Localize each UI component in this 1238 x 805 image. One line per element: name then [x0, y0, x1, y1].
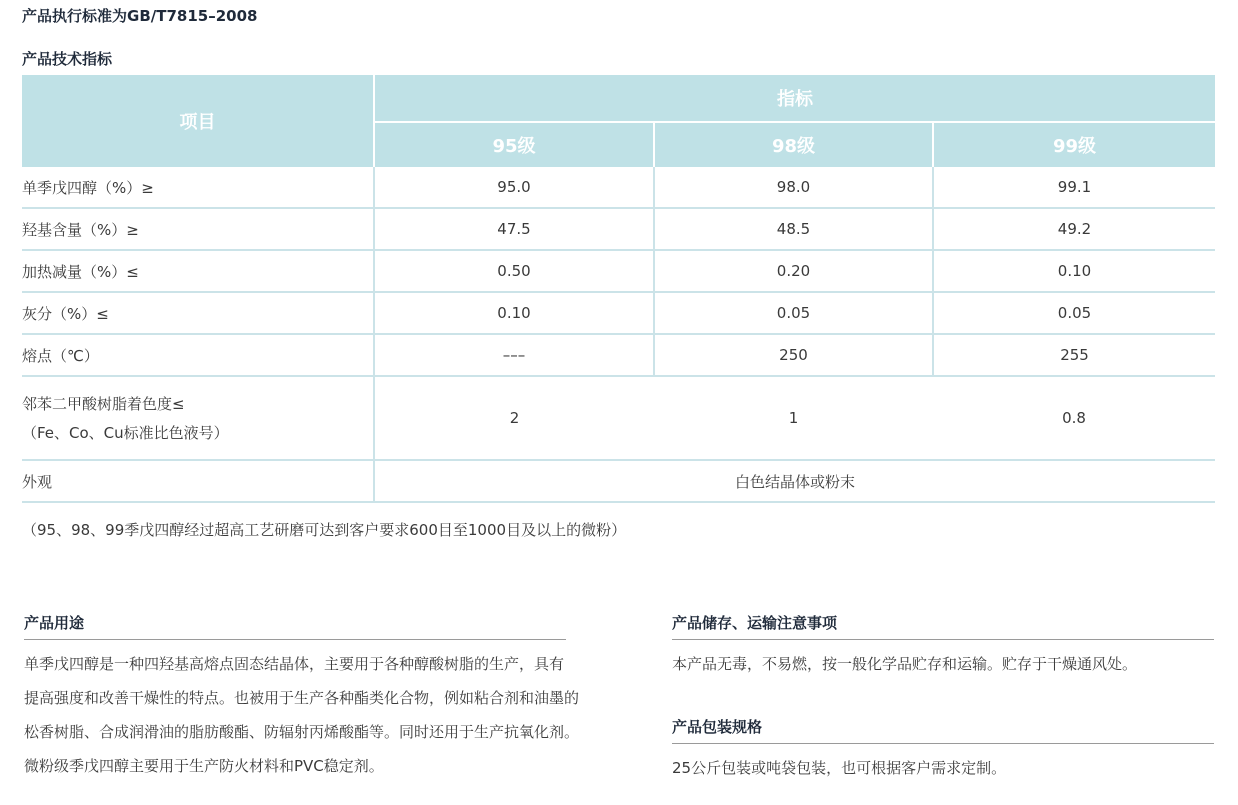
- usage-line: 提高强度和改善干燥性的特点。也被用于生产各种酯类化合物，例如粘合剂和油墨的: [24, 689, 580, 707]
- tech-spec-heading: 产品技术指标: [22, 50, 113, 68]
- row-label-appearance: 外观: [22, 460, 374, 502]
- cell-value: 0.50: [374, 250, 654, 292]
- usage-line: 微粉级季戊四醇主要用于生产防火材料和PVC稳定剂。: [24, 757, 384, 775]
- header-item: 项目: [22, 75, 374, 167]
- cell-value: 0.05: [933, 292, 1215, 334]
- header-grade-95: 95级: [374, 122, 654, 167]
- table-row: [22, 376, 1215, 460]
- row-label-line1: 邻苯二甲酸树脂着色度≤: [22, 395, 185, 413]
- cell-value: 47.5: [374, 208, 654, 250]
- cell-value: 2: [374, 376, 654, 460]
- cell-value: –––: [374, 334, 654, 376]
- cell-value: 0.10: [933, 250, 1215, 292]
- row-label: [22, 376, 374, 460]
- row-label: 加热减量（%）≤: [22, 250, 374, 292]
- spec-table: [22, 75, 1215, 503]
- packaging-text: 25公斤包装或吨袋包装，也可根据客户需求定制。: [672, 759, 1007, 777]
- table-row: [22, 334, 1215, 376]
- row-label: 单季戊四醇（%）≥: [22, 167, 374, 208]
- storage-paragraph: [672, 647, 1137, 681]
- cell-value: 250: [654, 334, 933, 376]
- cell-value: 99.1: [933, 167, 1215, 208]
- cell-value: 0.20: [654, 250, 933, 292]
- header-grade-98: 98级: [654, 122, 933, 167]
- row-label: 灰分（%）≤: [22, 292, 374, 334]
- header-index: 指标: [374, 75, 1215, 122]
- cell-value: 0.05: [654, 292, 933, 334]
- cell-value: 48.5: [654, 208, 933, 250]
- cell-value: 0.10: [374, 292, 654, 334]
- storage-title: 产品储存、运输注意事项: [672, 614, 838, 632]
- packaging-divider: [672, 743, 1214, 744]
- micropowder-note: （95、98、99季戊四醇经过超高工艺研磨可达到客户要求600目至1000目及以上的微粉）: [22, 521, 627, 539]
- cell-value: 98.0: [654, 167, 933, 208]
- row-label: 羟基含量（%）≥: [22, 208, 374, 250]
- usage-paragraph: [24, 647, 579, 783]
- standard-heading: 产品执行标准为GB/T7815–2008: [22, 7, 258, 25]
- row-label-line2: （Fe、Co、Cu标准比色液号）: [22, 424, 229, 442]
- row-label: 熔点（℃）: [22, 334, 374, 376]
- usage-line: 松香树脂、合成润滑油的脂肪酸酯、防辐射丙烯酸酯等。同时还用于生产抗氧化剂。: [24, 723, 580, 741]
- cell-appearance-value: 白色结晶体或粉末: [374, 460, 1215, 502]
- cell-value: 1: [654, 376, 933, 460]
- cell-value: 0.8: [933, 376, 1215, 460]
- cell-value: 255: [933, 334, 1215, 376]
- cell-value: 95.0: [374, 167, 654, 208]
- cell-value: 49.2: [933, 208, 1215, 250]
- usage-title: 产品用途: [24, 614, 85, 632]
- header-grade-99: 99级: [933, 122, 1215, 167]
- storage-divider: [672, 639, 1214, 640]
- table-row: [22, 250, 1215, 292]
- packaging-title: 产品包装规格: [672, 718, 763, 736]
- storage-text: 本产品无毒，不易燃，按一般化学品贮存和运输。贮存于干燥通风处。: [672, 655, 1138, 673]
- usage-divider: [24, 639, 566, 640]
- table-row: [22, 460, 1215, 502]
- table-row: [22, 292, 1215, 334]
- table-row: [22, 167, 1215, 208]
- table-row: [22, 208, 1215, 250]
- packaging-paragraph: [672, 751, 1006, 785]
- usage-line: 单季戊四醇是一种四羟基高熔点固态结晶体，主要用于各种醇酸树脂的生产，具有: [24, 655, 565, 673]
